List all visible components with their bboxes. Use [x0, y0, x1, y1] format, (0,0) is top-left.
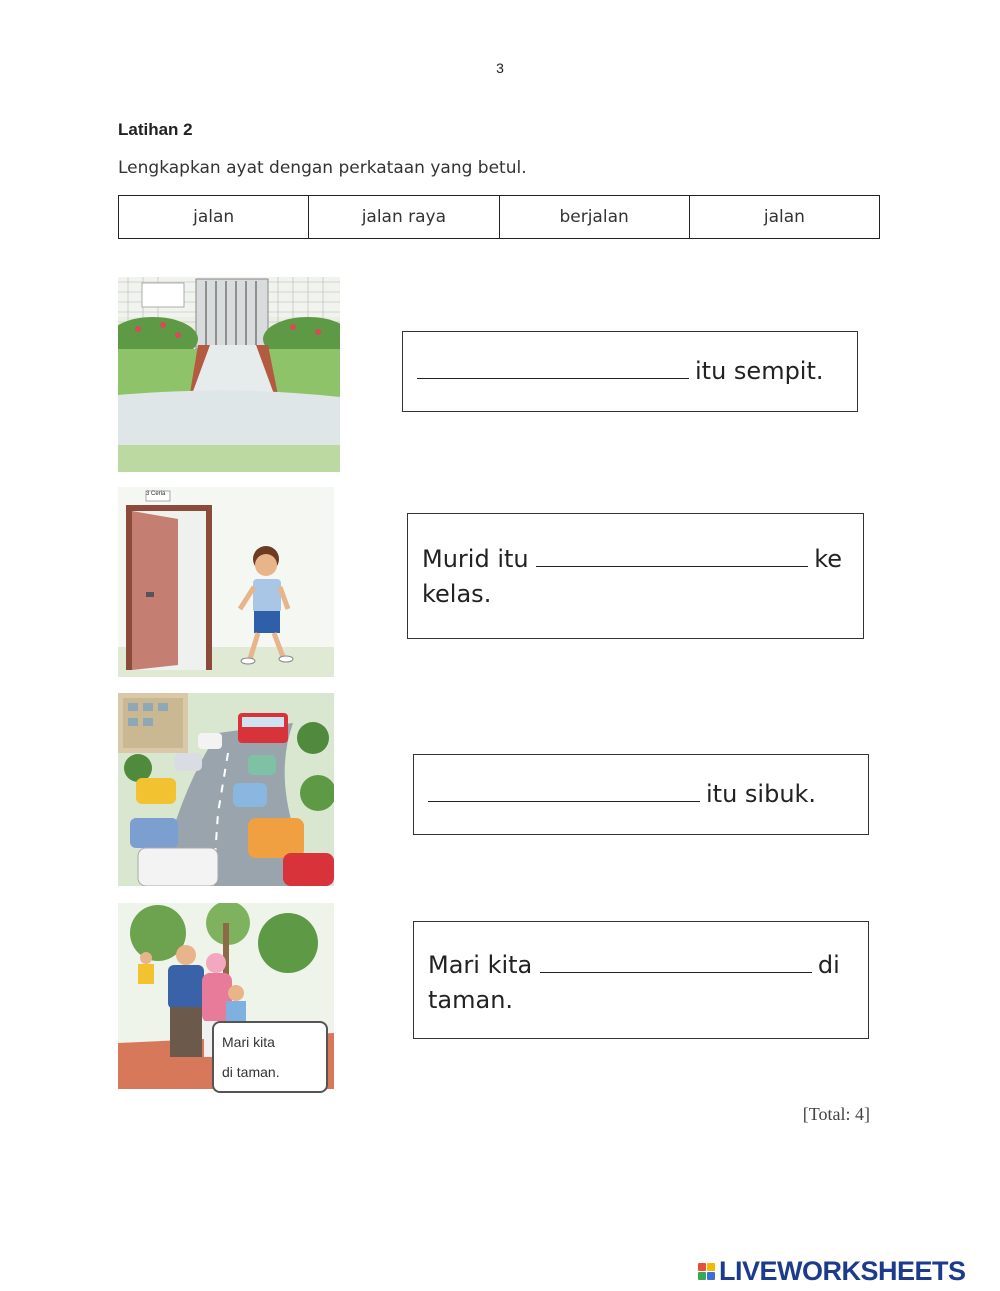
narrow-path-image [118, 277, 340, 472]
answer-blank-3[interactable] [428, 777, 700, 802]
busy-road-image [118, 693, 334, 886]
sentence-box-2 [407, 513, 864, 639]
boy-walking-image [118, 487, 334, 677]
speech-bubble-line-1: Mari kita [222, 1034, 275, 1050]
sentence-1-text: itu sempit. [695, 357, 824, 385]
sentence-4-end: di taman. [428, 951, 840, 1014]
answer-blank-2[interactable] [536, 542, 808, 567]
sentence-2-end: ke kelas. [422, 545, 843, 608]
word-bank-cell: jalan [763, 207, 805, 227]
page-number: 3 [496, 60, 504, 76]
exercise-title: Latihan 2 [118, 120, 193, 139]
answer-blank-4[interactable] [540, 948, 812, 973]
sentence-4-start: Mari kita [428, 951, 533, 979]
speech-bubble [212, 1021, 328, 1093]
word-bank-cell: jalan [119, 196, 309, 238]
word-bank-cell: jalan raya [309, 196, 499, 238]
logo-blocks-icon [698, 1263, 715, 1280]
answer-blank-1[interactable] [417, 354, 689, 379]
door-sign: 3 Ceria [146, 491, 166, 497]
sentence-box-1 [402, 331, 858, 412]
sentence-3-text: itu sibuk. [706, 780, 817, 808]
sentence-box-3 [413, 754, 869, 835]
speech-bubble-line-2: di taman. [222, 1064, 280, 1080]
logo-text: LIVEWORKSHEETS [719, 1256, 966, 1286]
liveworksheets-logo [698, 1256, 966, 1287]
total-score: [Total: 4] [802, 1104, 870, 1124]
instruction-text: Lengkapkan ayat dengan perkataan yang betul. [118, 158, 527, 178]
word-bank-table [118, 195, 880, 239]
sentence-2-start: Murid itu [422, 545, 529, 573]
sentence-box-4 [413, 921, 869, 1039]
word-bank-cell: berjalan [500, 196, 690, 238]
